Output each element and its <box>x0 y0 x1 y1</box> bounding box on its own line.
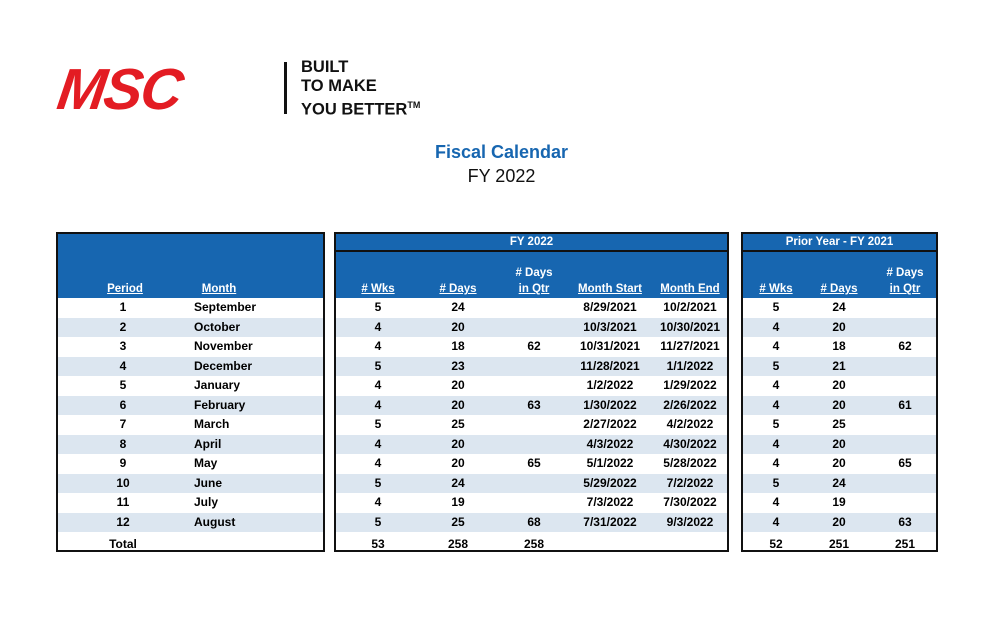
cell-days: 19 <box>451 495 465 509</box>
fy2022-total-days: 258 <box>447 537 469 551</box>
table-row <box>58 376 323 396</box>
table-row <box>58 415 323 435</box>
cell-py-days: 19 <box>832 495 846 509</box>
cell-wks: 5 <box>374 475 382 490</box>
cell-days: 20 <box>451 436 465 451</box>
cell-start: 2/27/2022 <box>583 417 637 431</box>
cell-py-days: 18 <box>832 339 846 353</box>
tagline-line-3: YOU BETTER™ <box>301 100 421 119</box>
table-row <box>58 435 323 455</box>
cell-wks: 4 <box>374 495 382 509</box>
cell-start: 10/31/2021 <box>579 339 641 353</box>
table-row <box>336 415 727 435</box>
table-row <box>58 454 323 474</box>
logo-tagline <box>301 58 420 120</box>
table-row <box>743 357 936 377</box>
cell-period: 6 <box>119 397 127 412</box>
table-row <box>336 357 727 377</box>
prior-days-header: # Days <box>820 283 858 295</box>
cell-days: 24 <box>451 300 465 314</box>
cell-wks: 4 <box>374 319 382 334</box>
cell-wks: 4 <box>374 436 382 451</box>
cell-py-days: 20 <box>832 319 846 334</box>
table-row <box>336 513 727 533</box>
table-row <box>336 454 727 474</box>
cell-month: April <box>194 436 222 451</box>
cell-period: 5 <box>119 378 127 392</box>
table-row <box>743 474 936 494</box>
cell-period: 1 <box>119 300 127 314</box>
table-row <box>336 493 727 513</box>
tagline-line-1: BUILT <box>301 58 349 76</box>
prior-days-in-qtr-header-2: in Qtr <box>889 283 921 295</box>
cell-start: 4/3/2022 <box>586 436 634 451</box>
fy2022-month-start-header: Month Start <box>578 283 642 295</box>
table-row <box>58 298 323 318</box>
cell-py-days: 24 <box>832 300 846 314</box>
cell-start: 10/3/2021 <box>583 319 637 334</box>
table-row <box>336 474 727 494</box>
cell-start: 7/31/2022 <box>583 514 637 529</box>
cell-month: August <box>194 514 236 529</box>
cell-py-days: 20 <box>832 436 846 451</box>
cell-month: February <box>194 397 246 412</box>
cell-start: 11/28/2021 <box>580 358 640 373</box>
fy2022-column-headers <box>336 252 727 298</box>
cell-days: 20 <box>451 319 465 334</box>
logo-brand: MSC <box>53 57 186 122</box>
table-row <box>58 318 323 338</box>
table-row <box>743 396 936 416</box>
cell-py-wks: 5 <box>772 475 780 490</box>
prior-year-column-headers <box>743 252 936 298</box>
cell-py-qtr: 61 <box>898 397 912 412</box>
cell-end: 1/29/2022 <box>663 378 717 392</box>
cell-wks: 5 <box>374 358 382 373</box>
fy2022-title: FY 2022 <box>336 234 727 252</box>
cell-month: July <box>194 495 219 509</box>
cell-period: 8 <box>119 436 127 451</box>
table-row <box>58 474 323 494</box>
cell-days: 20 <box>451 456 465 470</box>
cell-end: 10/2/2021 <box>663 300 717 314</box>
fy2022-days-header: # Days <box>439 283 477 295</box>
cell-py-days: 25 <box>832 417 846 431</box>
table-row <box>58 396 323 416</box>
cell-wks: 5 <box>374 300 382 314</box>
page-title: Fiscal Calendar <box>434 142 569 162</box>
cell-month: March <box>194 417 230 431</box>
cell-period: 12 <box>116 514 130 529</box>
period-header: Period <box>107 283 143 295</box>
cell-py-wks: 4 <box>772 378 780 392</box>
table-row <box>58 357 323 377</box>
fy2022-days-in-qtr-header-2: in Qtr <box>518 283 550 295</box>
month-header: Month <box>201 283 237 295</box>
cell-days: 25 <box>451 514 465 529</box>
cell-end: 7/30/2022 <box>663 495 717 509</box>
cell-days: 18 <box>451 339 465 353</box>
cell-wks: 4 <box>374 397 382 412</box>
cell-wks: 4 <box>374 378 382 392</box>
fy2022-wks-header: # Wks <box>361 283 395 295</box>
cell-period: 10 <box>116 475 130 490</box>
cell-wks: 4 <box>374 339 382 353</box>
cell-qtr: 62 <box>527 339 541 353</box>
left-total-row <box>58 532 323 556</box>
prior-total-days: 251 <box>828 537 850 551</box>
table-row <box>336 298 727 318</box>
cell-start: 8/29/2021 <box>583 300 637 314</box>
fy2022-total-qtr: 258 <box>523 537 545 551</box>
cell-end: 4/30/2022 <box>663 436 717 451</box>
cell-py-wks: 4 <box>772 339 780 353</box>
table-row <box>743 513 936 533</box>
cell-month: September <box>194 300 257 314</box>
cell-month: November <box>194 339 253 353</box>
page-subtitle: FY 2022 <box>467 166 536 186</box>
cell-end: 7/2/2022 <box>666 475 714 490</box>
table-row <box>58 513 323 533</box>
cell-wks: 5 <box>374 514 382 529</box>
table-row <box>336 318 727 338</box>
cell-start: 5/1/2022 <box>586 456 634 470</box>
cell-start: 5/29/2022 <box>583 475 637 490</box>
prior-total-qtr: 251 <box>894 537 916 551</box>
cell-py-wks: 5 <box>772 300 780 314</box>
table-row <box>743 337 936 357</box>
prior-total-wks: 52 <box>769 537 783 551</box>
cell-month: October <box>194 319 241 334</box>
cell-py-wks: 4 <box>772 495 780 509</box>
cell-month: May <box>194 456 218 470</box>
left-column-headers <box>58 252 323 298</box>
cell-py-days: 20 <box>832 514 846 529</box>
cell-py-days: 20 <box>832 456 846 470</box>
cell-start: 1/2/2022 <box>586 378 634 392</box>
table-row <box>743 435 936 455</box>
total-label: Total <box>109 537 137 551</box>
cell-end: 9/3/2022 <box>666 514 714 529</box>
cell-qtr: 63 <box>527 397 541 412</box>
cell-py-days: 21 <box>832 358 846 373</box>
prior-total-row <box>743 532 936 556</box>
table-row <box>58 337 323 357</box>
cell-start: 1/30/2022 <box>583 397 637 412</box>
table-row <box>743 454 936 474</box>
period-month-table <box>56 232 325 552</box>
trademark: TM <box>407 100 421 110</box>
cell-month: January <box>194 378 241 392</box>
prior-year-title: Prior Year - FY 2021 <box>743 234 936 252</box>
cell-py-days: 24 <box>832 475 846 490</box>
cell-py-qtr: 65 <box>898 456 912 470</box>
cell-py-wks: 4 <box>772 456 780 470</box>
logo-divider <box>284 62 287 114</box>
cell-end: 5/28/2022 <box>663 456 717 470</box>
table-row <box>336 396 727 416</box>
cell-period: 3 <box>119 339 127 353</box>
cell-py-wks: 4 <box>772 436 780 451</box>
cell-py-wks: 5 <box>772 358 780 373</box>
cell-month: December <box>194 358 253 373</box>
cell-py-wks: 4 <box>772 397 780 412</box>
left-header-band <box>58 234 323 252</box>
cell-py-wks: 5 <box>772 417 780 431</box>
cell-py-days: 20 <box>832 378 846 392</box>
cell-period: 11 <box>116 495 130 509</box>
prior-days-in-qtr-header-1: # Days <box>886 267 924 279</box>
cell-py-qtr: 62 <box>898 339 912 353</box>
fy2022-days-in-qtr-header-1: # Days <box>515 267 553 279</box>
fy2022-table <box>334 232 729 552</box>
prior-year-table <box>741 232 938 552</box>
cell-qtr: 68 <box>527 514 541 529</box>
table-row <box>336 337 727 357</box>
cell-py-days: 20 <box>832 397 846 412</box>
cell-py-wks: 4 <box>772 319 780 334</box>
table-row <box>336 376 727 396</box>
fy2022-total-row <box>336 532 727 556</box>
cell-month: June <box>194 475 223 490</box>
cell-end: 4/2/2022 <box>666 417 714 431</box>
table-row <box>58 493 323 513</box>
fy2022-month-end-header: Month End <box>660 283 720 295</box>
cell-period: 9 <box>119 456 127 470</box>
table-row <box>743 298 936 318</box>
cell-days: 24 <box>451 475 465 490</box>
prior-wks-header: # Wks <box>759 283 793 295</box>
cell-days: 23 <box>451 358 465 373</box>
table-row <box>743 376 936 396</box>
cell-end: 1/1/2022 <box>666 358 714 373</box>
cell-end: 10/30/2021 <box>659 319 721 334</box>
cell-period: 7 <box>119 417 127 431</box>
table-row <box>743 415 936 435</box>
table-row <box>336 435 727 455</box>
cell-days: 20 <box>451 378 465 392</box>
table-row <box>743 318 936 338</box>
cell-period: 4 <box>119 358 127 373</box>
cell-wks: 5 <box>374 417 382 431</box>
cell-wks: 4 <box>374 456 382 470</box>
fy2022-total-wks: 53 <box>371 537 385 551</box>
cell-qtr: 65 <box>527 456 541 470</box>
cell-start: 7/3/2022 <box>586 495 634 509</box>
table-row <box>743 493 936 513</box>
cell-days: 25 <box>451 417 465 431</box>
cell-days: 20 <box>451 397 465 412</box>
cell-py-wks: 4 <box>772 514 780 529</box>
cell-end: 11/27/2021 <box>660 339 720 353</box>
cell-end: 2/26/2022 <box>663 397 717 412</box>
cell-py-qtr: 63 <box>898 514 912 529</box>
tagline-line-2: TO MAKE <box>301 77 377 95</box>
cell-period: 2 <box>119 319 127 334</box>
